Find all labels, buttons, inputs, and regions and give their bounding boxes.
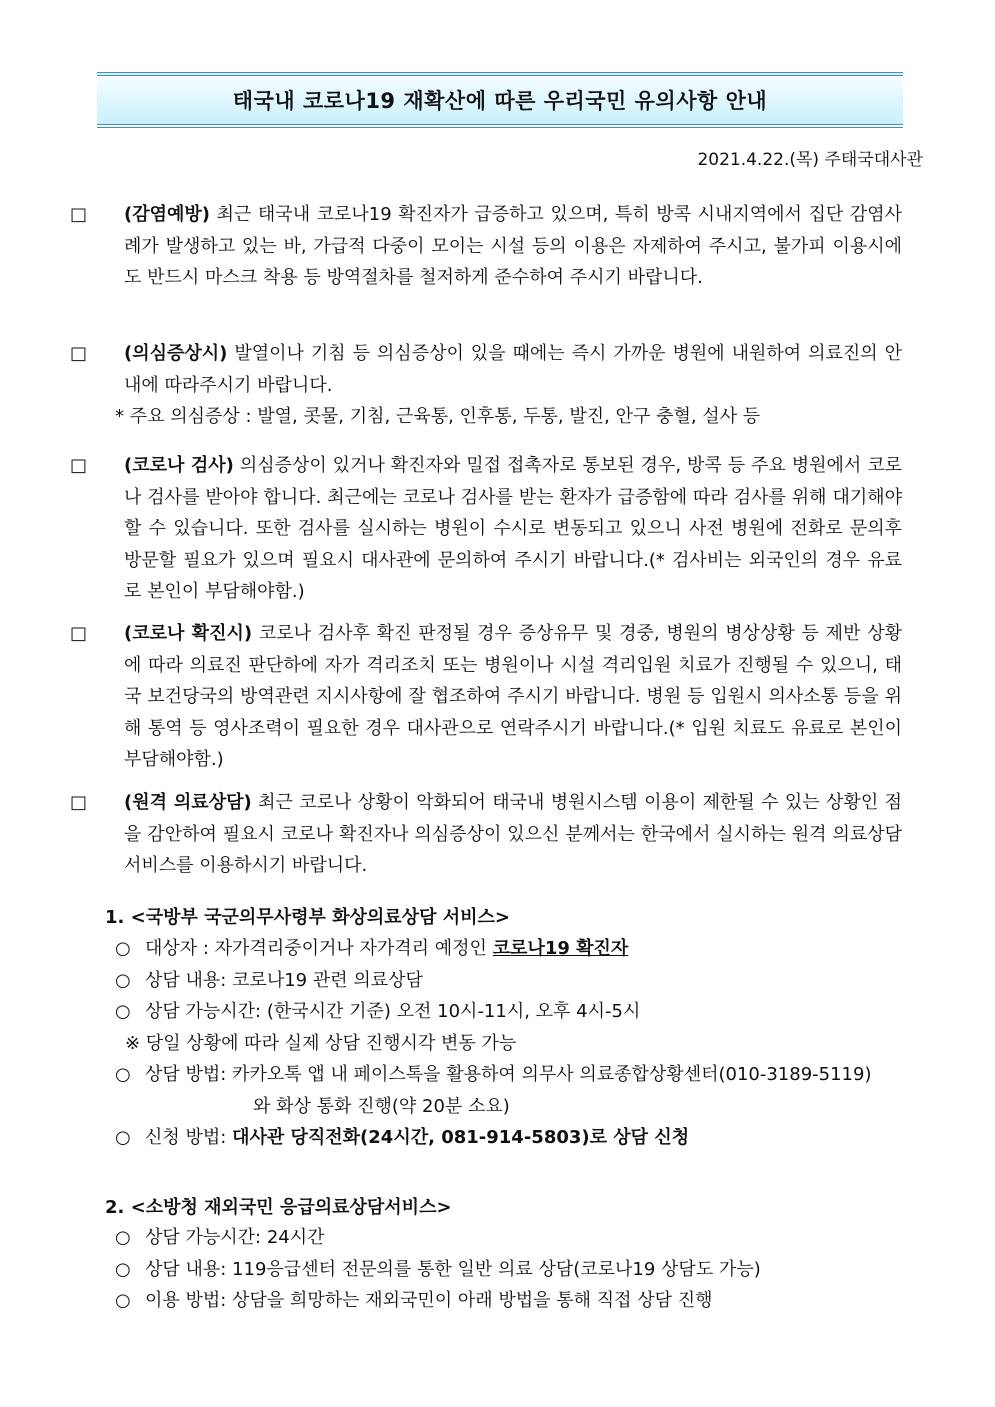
bullet-icon: ○ xyxy=(115,1258,131,1280)
section-heading: (감염예방) xyxy=(124,204,211,225)
list-item xyxy=(115,933,905,965)
apply-label: 신청 방법: xyxy=(145,1127,227,1148)
content-text: 상담 내용: 119응급센터 전문의를 통한 일반 의료 상담(코로나19 상담도 가능) xyxy=(145,1258,761,1280)
date-line: 2021.4.22.(목) 주태국대사관 xyxy=(697,150,923,170)
symptoms-note: * 주요 의심증상 : 발열, 콧물, 기침, 근육통, 인후통, 두통, 발진, 안구 충혈, 설사 등 xyxy=(115,406,761,427)
hours-text: 상담 가능시간: 24시간 xyxy=(145,1227,325,1248)
page-title: 태국내 코로나19 재확산에 따른 우리국민 유의사항 안내 xyxy=(232,89,768,113)
checkbox-icon: □ xyxy=(70,455,88,476)
bullet-icon: ○ xyxy=(115,938,131,959)
list-item xyxy=(115,996,905,1028)
list-item xyxy=(115,1122,905,1154)
service2-items xyxy=(115,1222,905,1317)
section-heading: (코로나 검사) xyxy=(124,455,234,476)
method-continuation: 와 화상 통화 진행(약 20분 소요) xyxy=(253,1095,510,1117)
bullet-icon: ○ xyxy=(115,1001,131,1022)
method-text: 상담 방법: 카카오톡 앱 내 페이스톡을 활용하여 의무사 의료종합상황센터(010-3189-5119) xyxy=(145,1064,872,1085)
bullet-icon: ○ xyxy=(115,1290,131,1311)
section-confirmed-case xyxy=(70,618,902,776)
service2-title: 2. <소방청 재외국민 응급의료상담서비스> xyxy=(105,1197,452,1218)
target-label: 대상자 : 자가격리중이거나 자가격리 예정인 xyxy=(145,938,487,959)
section-text: 최근 태국내 코로나19 확진자가 급증하고 있으며, 특히 방콕 시내지역에서 집단 감염사례가 발생하고 있는 바, 가급적 다중이 모이는 시설 등의 이용은 자제하여 주시고, 불가피 이용시에도 반드시 마스크 착용 등 방역절차를 철저하게 준수하여 주시기 바랍니다. xyxy=(124,204,902,288)
content-text: 상담 내용: 코로나19 관련 의료상담 xyxy=(145,969,423,991)
checkbox-icon: □ xyxy=(70,792,88,813)
list-item xyxy=(115,1254,905,1286)
service1-title: 1. <국방부 국군의무사령부 화상의료상담 서비스> xyxy=(105,907,510,928)
bullet-icon: ○ xyxy=(115,1127,131,1148)
section-covid-test xyxy=(70,450,902,608)
list-item xyxy=(115,1285,905,1317)
list-item xyxy=(115,965,905,997)
checkbox-icon: □ xyxy=(70,343,88,364)
title-banner xyxy=(97,72,903,128)
checkbox-icon: □ xyxy=(70,623,88,644)
hours-note: ※ 당일 상황에 따라 실제 상담 진행시각 변동 가능 xyxy=(125,1032,517,1054)
bullet-icon: ○ xyxy=(115,1064,131,1085)
section-heading: (코로나 확진시) xyxy=(124,623,253,644)
section-suspected-symptoms xyxy=(70,338,902,433)
list-item xyxy=(115,1222,905,1254)
section-infection-prevention xyxy=(70,199,902,294)
section-heading: (의심증상시) xyxy=(124,343,228,364)
target-value: 코로나19 확진자 xyxy=(492,938,629,959)
section-heading: (원격 의료상담) xyxy=(124,792,252,813)
checkbox-icon: □ xyxy=(70,204,88,225)
apply-value: 대사관 당직전화(24시간, 081-914-5803)로 상담 신청 xyxy=(232,1127,690,1148)
section-text: 최근 코로나 상황이 악화되어 태국내 병원시스템 이용이 제한될 수 있는 상황인 점을 감안하여 필요시 코로나 확진자나 의심증상이 있으신 분께서는 한국에서 실시하는 원격 의료상담 서비스를 이용하시기 바랍니다. xyxy=(124,792,902,876)
section-text: 의심증상이 있거나 확진자와 밀접 접촉자로 통보된 경우, 방콕 등 주요 병원에서 코로나 검사를 받아야 합니다. 최근에는 코로나 검사를 받는 환자가 급증함에 따라 검사를 위해 대기해야할 수 있습니다. 또한 검사를 실시하는 병원이 수시로 변동되고 있으니 사전 병원에 전화로 문의후 방문할 필요가 있으며 필요시 대사관에 문의하여 주시기 바랍니다.(* 검사비는 외국인의 경우 유료로 본인이 부담해야함.) xyxy=(124,455,902,602)
hours-text: 상담 가능시간: (한국시간 기준) 오전 10시-11시, 오후 4시-5시 xyxy=(145,1001,641,1022)
bullet-icon: ○ xyxy=(115,1227,131,1248)
section-text: 발열이나 기침 등 의심증상이 있을 때에는 즉시 가까운 병원에 내원하여 의료진의 안내에 따라주시기 바랍니다. xyxy=(124,343,902,396)
section-text: 코로나 검사후 확진 판정될 경우 증상유무 및 경중, 병원의 병상상황 등 제반 상황에 따라 의료진 판단하에 자가 격리조치 또는 병원이나 시설 격리입원 치료가 진행될 수 있으니, 태국 보건당국의 방역관련 지시사항에 잘 협조하여 주시기 바랍니다. 병원 등 입원시 의사소통 등을 위해 통역 등 영사조력이 필요한 경우 대사관으로 연락주시기 바랍니다.(* 입원 치료도 유료로 본인이 부담해야함.) xyxy=(124,623,902,770)
list-item xyxy=(115,1059,905,1091)
method-text: 이용 방법: 상담을 희망하는 재외국민이 아래 방법을 통해 직접 상담 진행 xyxy=(145,1290,713,1311)
section-remote-consultation xyxy=(70,787,902,882)
bullet-icon: ○ xyxy=(115,969,131,991)
service1-items xyxy=(115,933,905,1154)
